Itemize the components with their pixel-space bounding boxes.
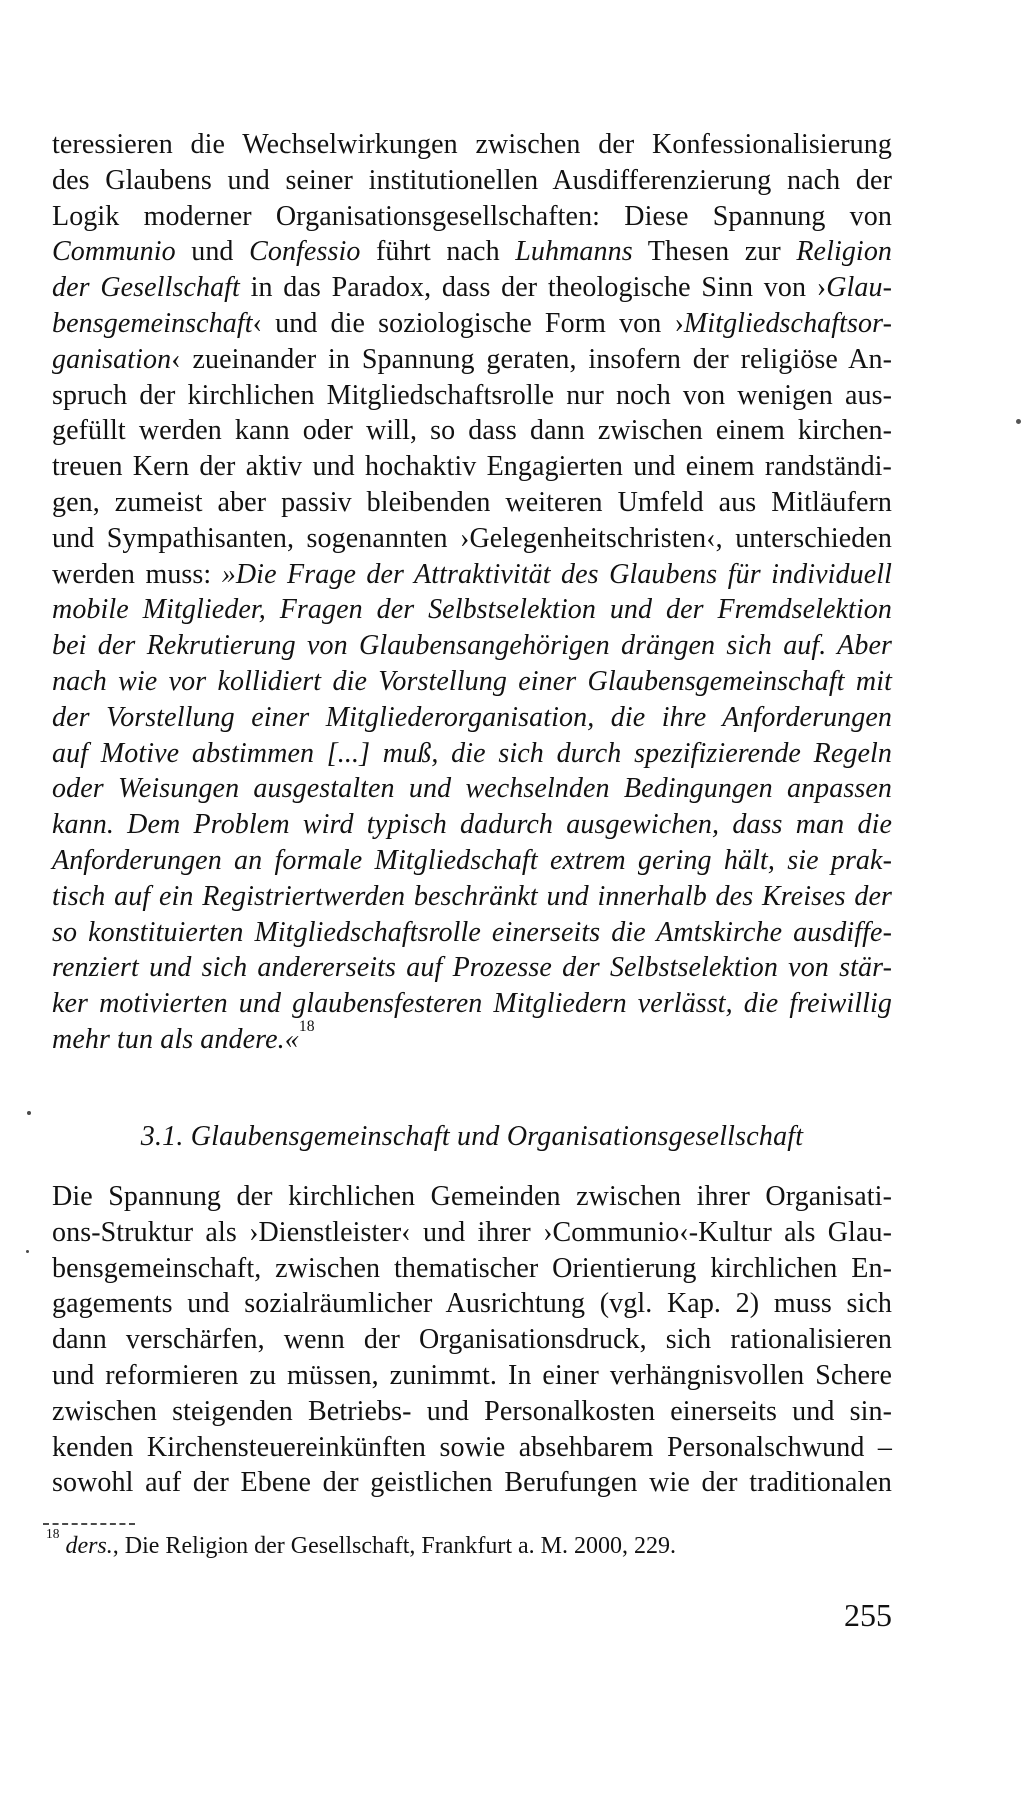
text-line: treuen Kern der aktiv und hochaktiv Engagierten und einem randständi-: [52, 451, 892, 483]
text-line: Communio und Confessio führt nach Luhmanns Thesen zur Religion: [52, 236, 893, 268]
text-line: $^{18}$ ders., Die Religion der Gesellschaft, Frankfurt a. M. 2000, 229.: [46, 1525, 676, 1559]
text-line: Anforderungen an formale Mitgliedschaft extrem gering hält, sie prak-: [52, 844, 892, 876]
text-line: dann verschärfen, wenn der Organisationsdruck, sich rationalisieren: [52, 1324, 892, 1356]
scan-speck: [27, 1111, 31, 1115]
text-line: spruch der kirchlichen Mitgliedschaftsrolle nur noch von wenigen aus-: [52, 379, 892, 411]
body-paragraph-2: [52, 1179, 892, 1501]
text-line: ons-Struktur als ›Dienstleister‹ und ihrer ›Communio‹-Kultur als Glau-: [52, 1216, 892, 1248]
text-line: ganisation‹ zueinander in Spannung geraten, insofern der religiöse An-: [52, 343, 892, 375]
text-line: der Vorstellung einer Mitgliederorganisation, die ihre Anforderungen: [52, 701, 892, 733]
text-line: und reformieren zu müssen, zunimmt. In einer verhängnisvollen Schere: [52, 1359, 892, 1391]
text-line: gen, zumeist aber passiv bleibenden weiteren Umfeld aus Mitläufern: [52, 486, 892, 518]
text-line: kenden Kirchensteuereinkünften sowie absehbarem Personalschwund –: [52, 1431, 892, 1463]
text-line: sowohl auf der Ebene der geistlichen Berufungen wie der traditionalen: [52, 1467, 892, 1499]
text-line: bei der Rekrutierung von Glaubensangehörigen drängen sich auf. Aber: [52, 630, 892, 662]
text-line: Die Spannung der kirchlichen Gemeinden zwischen ihrer Organisati-: [52, 1181, 892, 1212]
scan-speck: [1016, 419, 1021, 424]
page-number: 255: [844, 1597, 892, 1633]
text-line: renziert und sich andererseits auf Prozesse der Selbstselektion von stär-: [52, 952, 892, 984]
text-line: oder Weisungen ausgestalten und wechselnden Bedingungen anpassen: [52, 773, 892, 805]
footnote: [46, 1525, 886, 1561]
text-line: und Sympathisanten, sogenannten ›Gelegenheitschristen‹, unterschieden: [52, 522, 892, 554]
text-line: bensgemeinschaft, zwischen thematischer Orientierung kirchlichen En-: [52, 1252, 892, 1284]
text-line: mobile Mitglieder, Fragen der Selbstselektion und der Fremdselektion: [52, 594, 892, 626]
text-line: zwischen steigenden Betriebs- und Personalkosten einerseits und sin-: [52, 1395, 892, 1427]
body-paragraph-1: [52, 127, 892, 1058]
text-line: bensgemeinschaft‹ und die soziologische Form von ›Mitgliedschaftsor-: [52, 307, 892, 339]
text-line: des Glaubens und seiner institutionellen Ausdifferenzierung nach der: [52, 164, 892, 196]
section-heading: 3.1. Glaubensgemeinschaft und Organisationsgesellschaft: [140, 1121, 804, 1152]
text-line: nach wie vor kollidiert die Vorstellung einer Glaubensgemeinschaft mit: [52, 665, 892, 697]
text-line: gagements und sozialräumlicher Ausrichtung (vgl. Kap. 2) muss sich: [52, 1288, 892, 1320]
text-line: gefüllt werden kann oder will, so dass dann zwischen einem kirchen-: [52, 415, 892, 447]
footnote-separator-rule: [43, 1523, 135, 1525]
text-line: ker motivierten und glaubensfesteren Mitgliedern verlässt, die freiwillig: [52, 988, 892, 1020]
scan-speck: [26, 1250, 29, 1253]
text-line: so konstituierten Mitgliedschaftsrolle einerseits die Amtskirche ausdiffe-: [52, 916, 892, 948]
text-line: Logik moderner Organisationsgesellschaften: Diese Spannung von: [52, 200, 892, 232]
text-line: auf Motive abstimmen [...] muß, die sich durch spezifizierende Regeln: [52, 737, 892, 769]
text-line: kann. Dem Problem wird typisch dadurch ausgewichen, dass man die: [52, 809, 892, 841]
text-line: mehr tun als andere.«$^{18}$: [52, 1017, 315, 1055]
text-line: teressieren die Wechselwirkungen zwischen der Konfessionalisierung: [52, 129, 892, 160]
text-line: der Gesellschaft in das Paradox, dass der theologische Sinn von ›Glau-: [52, 272, 893, 304]
text-line: werden muss: »Die Frage der Attraktivität des Glaubens für individuell: [52, 558, 892, 590]
text-line: tisch auf ein Registriertwerden beschränkt und innerhalb des Kreises der: [52, 880, 892, 912]
